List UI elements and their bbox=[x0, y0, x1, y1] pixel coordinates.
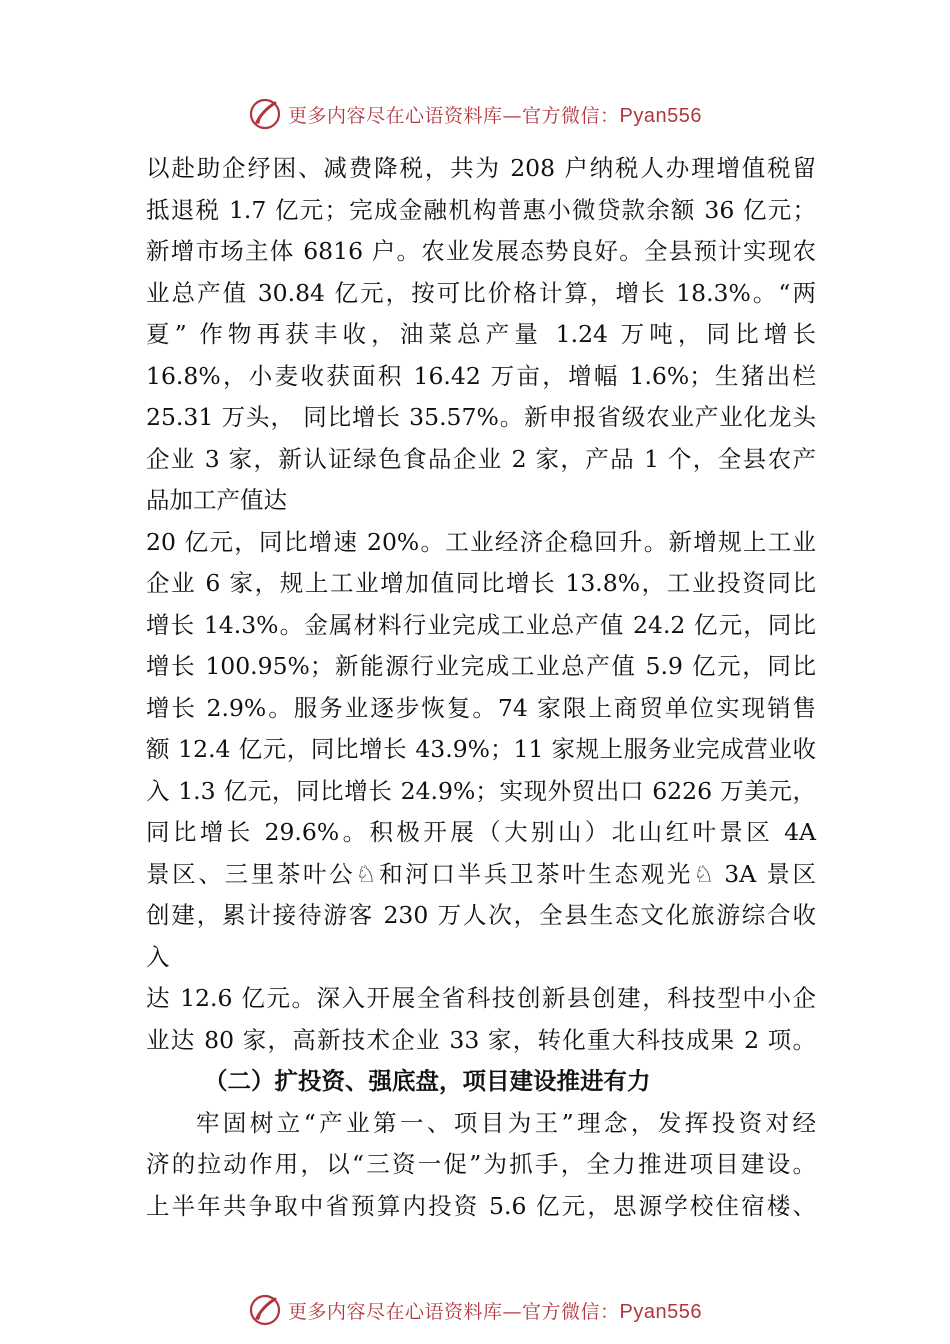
text-line: 达 12.6 亿元。深入开展全省科技创新县创建，科技型中小企 bbox=[146, 984, 816, 1012]
text-line: 夏” 作物再获丰收，油菜总产量 1.24 万吨，同比增长 bbox=[146, 320, 816, 348]
banner-text: 更多内容尽在心语资料库—官方微信：Pyan556 bbox=[288, 1300, 702, 1323]
text-line: 新增市场主体 6816 户。农业发展态势良好。全县预计实现农 bbox=[146, 237, 816, 265]
text-line: 增长 2.9%。服务业逐步恢复。74 家限上商贸单位实现销售 bbox=[146, 693, 816, 722]
text-line: 抵退税 1.7 亿元；完成金融机构普惠小微贷款余额 36 亿元； bbox=[146, 195, 816, 224]
footer-banner bbox=[0, 1290, 950, 1330]
section-heading: （二）扩投资、强底盘，项目建设推进有力 bbox=[204, 1067, 651, 1095]
text-line: 济的拉动作用，以“三资一促”为抓手，全力推进项目建设。 bbox=[146, 1150, 816, 1178]
brush-logo-icon bbox=[248, 97, 282, 131]
text-line: 以赴助企纾困、减费降税，共为 208 户纳税人办理增值税留 bbox=[146, 154, 816, 182]
text-line: 入 bbox=[146, 942, 170, 971]
brush-logo-icon bbox=[248, 1293, 282, 1327]
text-line: 业达 80 家，高新技术企业 33 家，转化重大科技成果 2 项。 bbox=[146, 1025, 816, 1054]
header-banner bbox=[0, 94, 950, 134]
text-line: 景区、三里茶叶公♘和河口半兵卫茶叶生态观光♘ 3A 景区 bbox=[146, 859, 816, 888]
text-line: 企业 3 家，新认证绿色食品企业 2 家，产品 1 个，全县农产 bbox=[146, 444, 816, 473]
wechat-id: Pyan556 bbox=[619, 1300, 702, 1323]
text-line: 业总产值 30.84 亿元，按可比价格计算，增长 18.3%。“两 bbox=[146, 278, 816, 307]
text-line: 上半年共争取中省预算内投资 5.6 亿元，思源学校住宿楼、 bbox=[146, 1191, 816, 1220]
text-line: 增长 14.3%。金属材料行业完成工业总产值 24.2 亿元，同比 bbox=[146, 610, 816, 639]
text-line: 同比增长 29.6%。积极开展（大别山）北山红叶景区 4A bbox=[146, 818, 816, 846]
text-line: 20 亿元，同比增速 20%。工业经济企稳回升。新增规上工业 bbox=[146, 527, 816, 556]
text-line: 牢固树立“产业第一、项目为王”理念，发挥投资对经 bbox=[196, 1108, 816, 1137]
text-line: 创建，累计接待游客 230 万人次，全县生态文化旅游综合收 bbox=[146, 901, 816, 929]
text-line: 额 12.4 亿元，同比增长 43.9%；11 家规上服务业完成营业收 bbox=[146, 735, 816, 763]
text-line: 25.31 万头， 同比增长 35.57%。新申报省级农业产业化龙头 bbox=[146, 403, 816, 431]
text-line: 16.8%，小麦收获面积 16.42 万亩，增幅 1.6%；生猪出栏 bbox=[146, 361, 816, 390]
banner-text: 更多内容尽在心语资料库—官方微信：Pyan556 bbox=[288, 104, 702, 127]
text-line: 企业 6 家，规上工业增加值同比增长 13.8%，工业投资同比 bbox=[146, 569, 816, 597]
text-line: 增长 100.95%；新能源行业完成工业总产值 5.9 亿元，同比 bbox=[146, 652, 816, 680]
document-body bbox=[146, 148, 816, 1227]
wechat-id: Pyan556 bbox=[619, 104, 702, 127]
text-line: 品加工产值达 bbox=[146, 486, 287, 514]
text-line: 入 1.3 亿元，同比增长 24.9%；实现外贸出口 6226 万美元， bbox=[146, 776, 816, 805]
